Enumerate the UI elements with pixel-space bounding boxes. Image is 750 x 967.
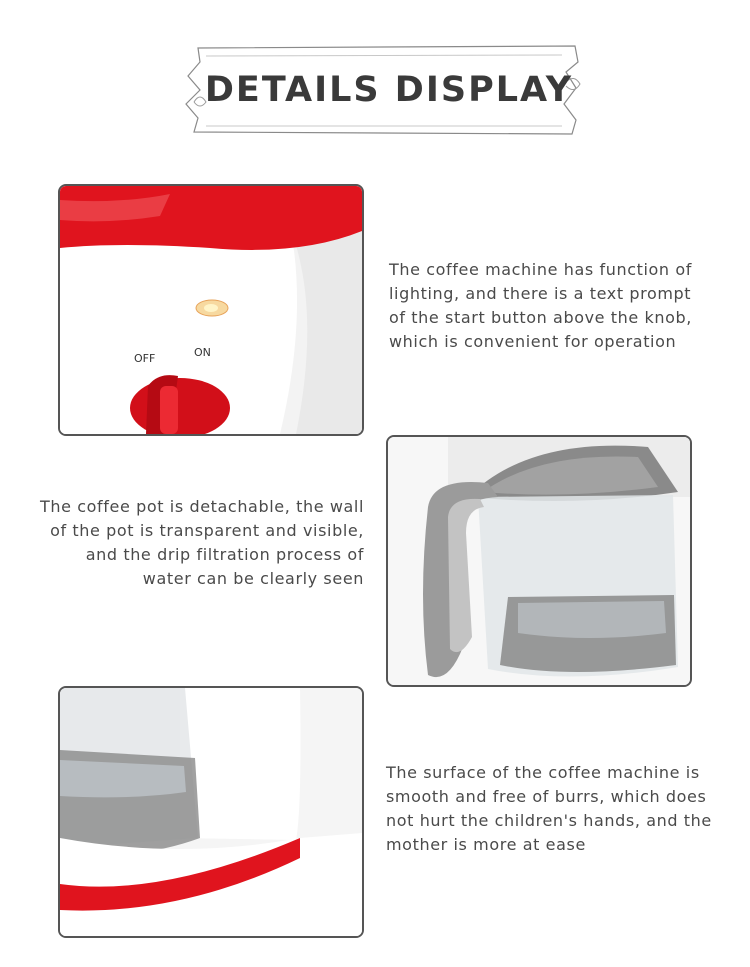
- surface-description: The surface of the coffee machine is smooth and free of burrs, which does not hurt the children's hands, and the mother is more at ease: [386, 763, 712, 854]
- page-title: DETAILS DISPLAY: [204, 70, 574, 110]
- detail-image-lighting: [58, 184, 364, 436]
- off-label: OFF: [134, 352, 156, 365]
- pot-description: The coffee pot is detachable, the wall of the pot is transparent and visible, and the drip filtration process of water can be clearly seen: [40, 497, 365, 588]
- lighting-description: The coffee machine has function of lighting, and there is a text prompt of the start button above the knob, which is convenient for operation: [389, 260, 692, 351]
- detail-image-surface: [58, 686, 364, 938]
- title-banner: [180, 42, 590, 138]
- detail-image-pot: [386, 435, 692, 687]
- on-label: ON: [194, 346, 211, 359]
